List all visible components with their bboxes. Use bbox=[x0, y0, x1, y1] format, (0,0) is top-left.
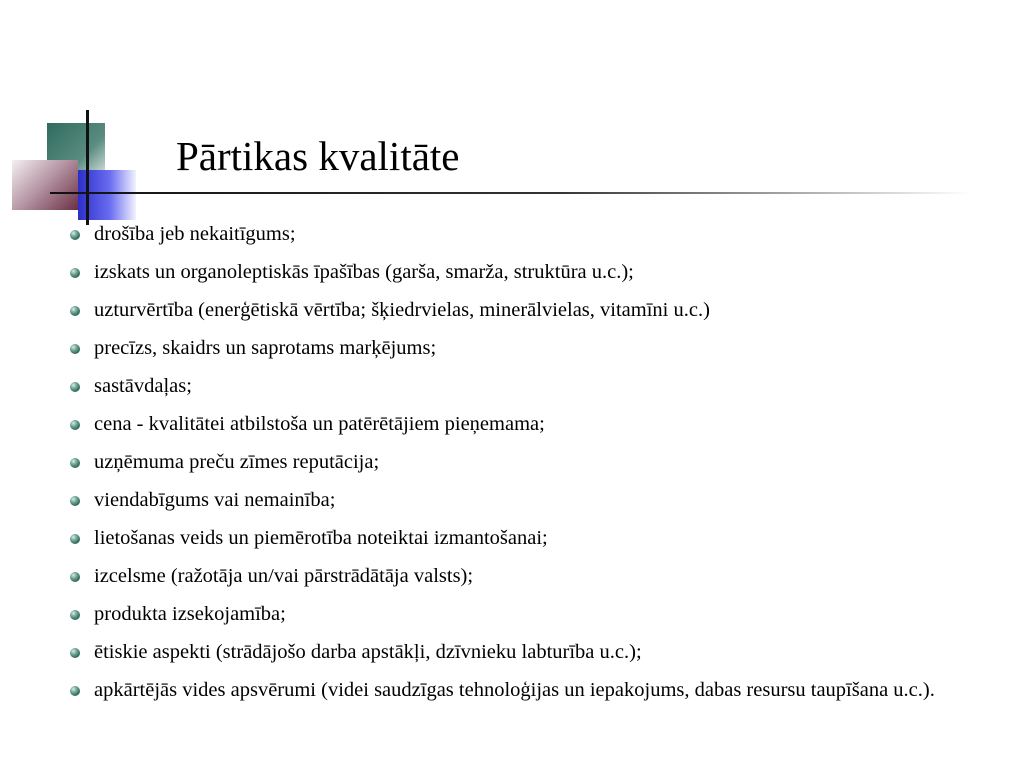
list-item-text: cena - kvalitātei atbilstoša un patērētājiem pieņemama; bbox=[94, 413, 545, 435]
bullet-icon bbox=[70, 344, 80, 354]
title-decoration bbox=[0, 0, 200, 230]
bullet-icon bbox=[70, 648, 80, 658]
bullet-list bbox=[70, 222, 946, 716]
bullet-icon bbox=[70, 458, 80, 468]
list-item bbox=[70, 526, 946, 551]
list-item-text: uzturvērtība (enerģētiskā vērtība; šķiedrvielas, minerālvielas, vitamīni u.c.) bbox=[94, 299, 710, 321]
bullet-icon bbox=[70, 572, 80, 582]
list-item-text: sastāvdaļas; bbox=[94, 375, 192, 397]
list-item bbox=[70, 222, 946, 247]
list-item-text: uzņēmuma preču zīmes reputācija; bbox=[94, 451, 380, 473]
list-item-text: apkārtējās vides apsvērumi (videi saudzīgas tehnoloģijas un iepakojums, dabas resursu taupīšana u.c.). bbox=[94, 679, 935, 701]
list-item-text: produkta izsekojamība; bbox=[94, 603, 286, 625]
list-item bbox=[70, 488, 946, 513]
list-item-text: drošība jeb nekaitīgums; bbox=[94, 223, 296, 245]
list-item bbox=[70, 564, 946, 589]
mauve-square-decoration bbox=[12, 160, 78, 210]
bullet-icon bbox=[70, 496, 80, 506]
list-item-text: ētiskie aspekti (strādājošo darba apstākļi, dzīvnieku labturība u.c.); bbox=[94, 641, 642, 663]
list-item bbox=[70, 412, 946, 437]
list-item-text: izskats un organoleptiskās īpašības (garša, smarža, struktūra u.c.); bbox=[94, 261, 634, 283]
bullet-icon bbox=[70, 420, 80, 430]
list-item bbox=[70, 450, 946, 475]
bullet-icon bbox=[70, 382, 80, 392]
list-item bbox=[70, 374, 946, 399]
bullet-icon bbox=[70, 230, 80, 240]
bullet-icon bbox=[70, 268, 80, 278]
list-item bbox=[70, 298, 946, 323]
list-item-text: viendabīgums vai nemainība; bbox=[94, 489, 336, 511]
vertical-rule bbox=[86, 110, 89, 225]
list-item-text: izcelsme (ražotāja un/vai pārstrādātāja valsts); bbox=[94, 565, 474, 587]
list-item bbox=[70, 260, 946, 285]
list-item-text: lietošanas veids un piemērotība noteiktai izmantošanai; bbox=[94, 527, 548, 549]
bullet-icon bbox=[70, 534, 80, 544]
list-item bbox=[70, 640, 946, 665]
list-item bbox=[70, 602, 946, 627]
bullet-icon bbox=[70, 306, 80, 316]
list-item bbox=[70, 678, 946, 703]
list-item bbox=[70, 336, 946, 361]
bullet-icon bbox=[70, 686, 80, 696]
bullet-icon bbox=[70, 610, 80, 620]
list-item-text: precīzs, skaidrs un saprotams marķējums; bbox=[94, 337, 437, 359]
title-underline bbox=[50, 192, 970, 194]
slide-title: Pārtikas kvalitāte bbox=[176, 133, 460, 179]
